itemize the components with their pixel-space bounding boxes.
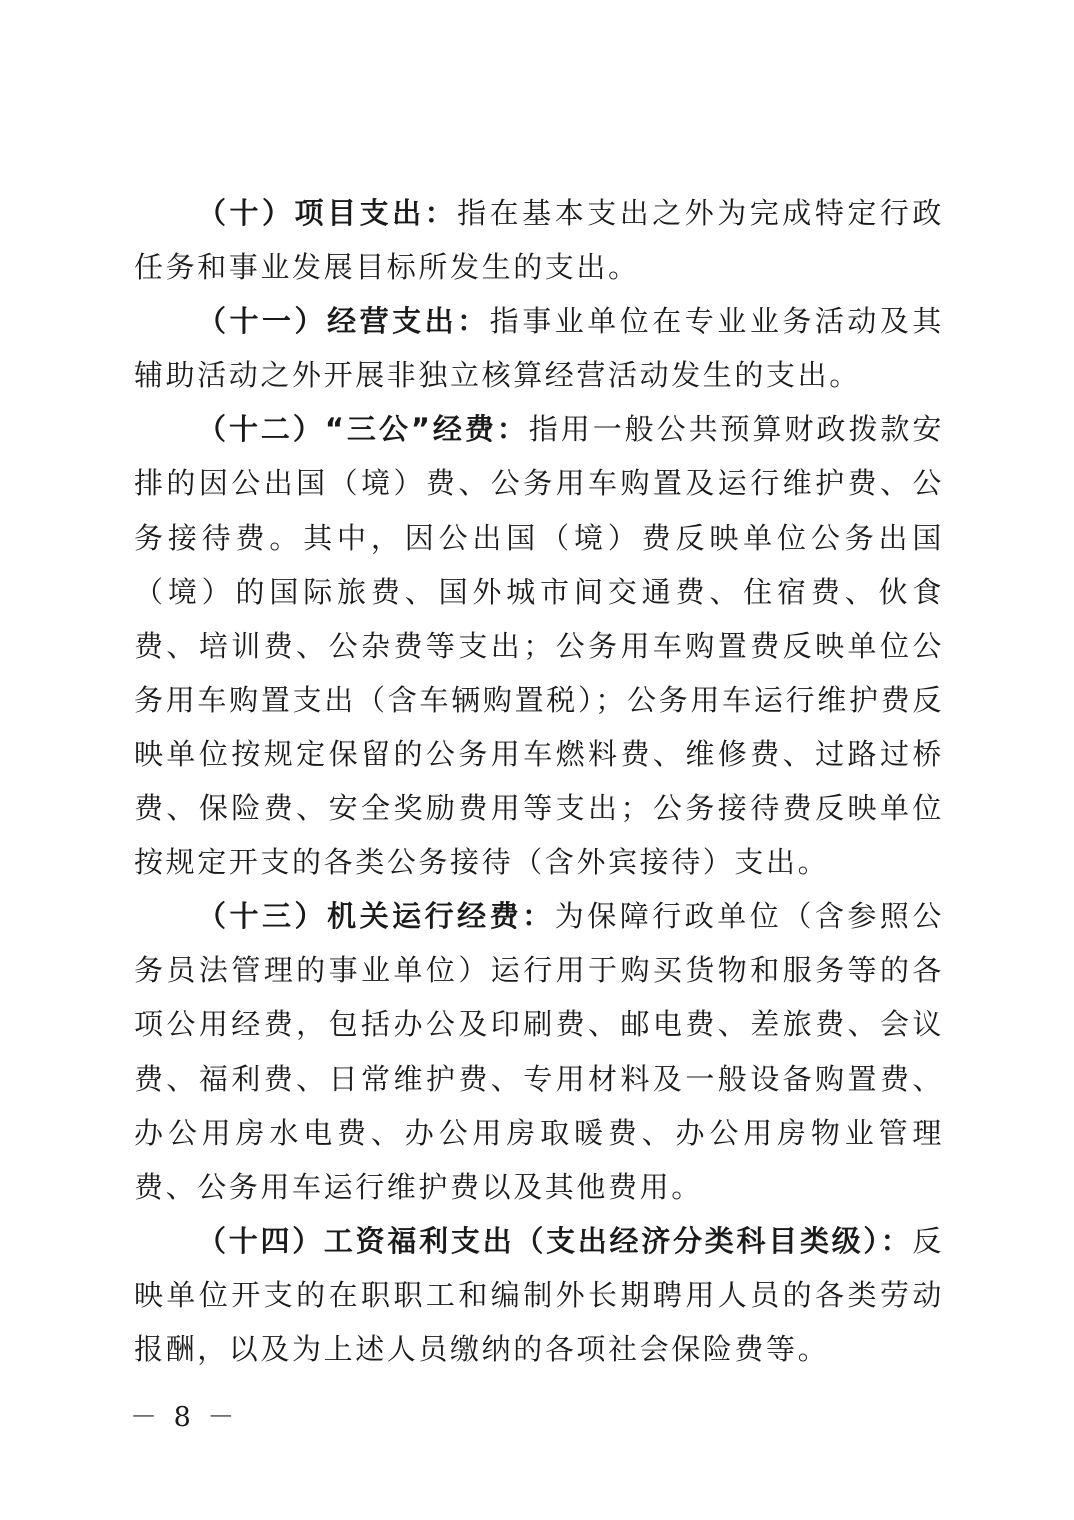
page-number: － 8 － (130, 1402, 239, 1433)
term-heading: （十四）工资福利支出（支出经济分类科目类级）： (197, 1223, 913, 1258)
term-definition: 指事业单位在专业业务活动及其辅助活动之外开展非独立核算经营活动发生的支出。 (134, 304, 945, 393)
term-definition: 指在基本支出之外为完成特定行政任务和事业发展目标所发生的支出。 (134, 196, 944, 285)
term-heading: （十三）机关运行经费： (197, 899, 555, 934)
paragraph-agency-operating-funds (134, 889, 944, 1214)
paragraph-project-expenditure (134, 186, 944, 294)
paragraph-operating-expenditure (134, 294, 944, 402)
term-definition: 为保障行政单位（含参照公务员法管理的事业单位）运行用于购买货物和服务等的各项公用经费，包括办公及印刷费、邮电费、差旅费、会议费、福利费、日常维护费、专用材料及一般设备购置费、办公用房水电费、办公用房取暖费、办公用房物业管理费、公务用车运行维护费以及其他费用。 (134, 899, 944, 1204)
term-heading: （十二）“三公”经费： (197, 412, 529, 447)
paragraph-wages-benefits (134, 1214, 944, 1376)
term-definition: 指用一般公共预算财政拨款安排的因公出国（境）费、公务用车购置及运行维护费、公务接待费。其中，因公出国（境）费反映单位公务出国（境）的国际旅费、国外城市间交通费、住宿费、伙食费、培训费、公杂费等支出；公务用车购置费反映单位公务用车购置支出（含车辆购置税）；公务用车运行维护费反映单位按规定保留的公务用车燃料费、维修费、过路过桥费、保险费、安全奖励费用等支出；公务接待费反映单位按规定开支的各类公务接待（含外宾接待）支出。 (134, 412, 944, 880)
paragraph-three-public-expenses (134, 402, 944, 889)
term-heading: （十）项目支出： (197, 196, 458, 230)
term-definition: 反映单位开支的在职职工和编制外长期聘用人员的各类劳动报酬，以及为上述人员缴纳的各项社会保险费等。 (134, 1223, 944, 1366)
document-body (134, 186, 944, 1376)
term-heading: （十一）经营支出： (197, 304, 490, 339)
